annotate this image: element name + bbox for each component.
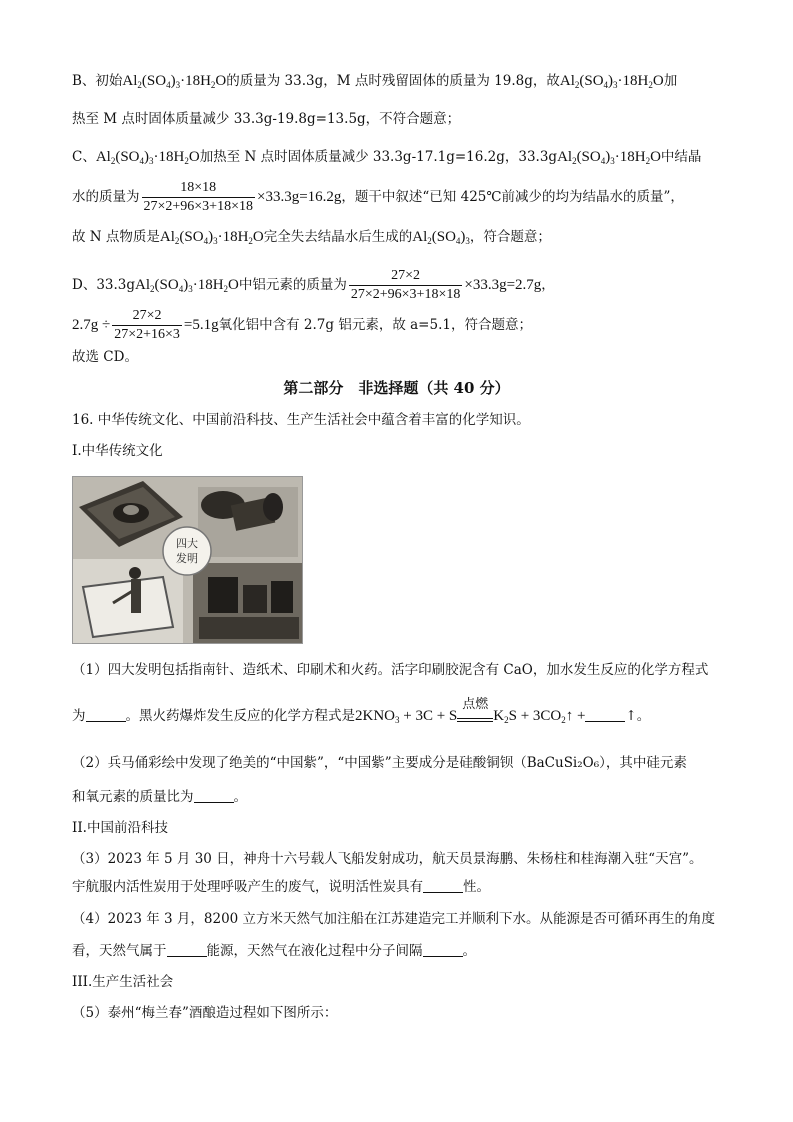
answer-blank[interactable] xyxy=(86,707,126,722)
part-3-title: III.生产生活社会 xyxy=(72,974,174,990)
photo-collage-illustration xyxy=(73,477,302,643)
hydrate-formula: $Al_2(SO_4)_3\cdot 18H_2O$ xyxy=(159,229,264,246)
reaction-arrow: 点燃 xyxy=(457,710,493,722)
option-b-line-1: B、初始$Al_2(SO_4)_3\cdot 18H_2O$的质量为 33.3g，M 点时残留固体的质量为 19.8g，故$Al_2(SO_4)_3\cdot 18H_2O$加 xyxy=(72,73,678,90)
answer-blank[interactable] xyxy=(194,788,234,803)
part-1-title: I.中华传统文化 xyxy=(72,443,163,459)
fraction: $\frac{18\times 18}{27\times 2+96\times 3+18\times 18}$ xyxy=(143,180,253,214)
q1-line-1: （1）四大发明包括指南针、造纸术、印刷术和火药。活字印刷胶泥含有 CaO，加水发生反应的化学方程式 xyxy=(72,662,709,678)
q3-line-1: （3）2023 年 5 月 30 日，神舟十六号载人飞船发射成功，航天员景海鹏、朱杨柱和桂海潮入驻“天宫”。 xyxy=(72,851,703,867)
part-2-title: II.中国前沿科技 xyxy=(72,820,168,836)
option-c-line-2: 水的质量为 $\frac{18\times 18}{27\times 2+96\times 3+18\times 18}$ ×33.3g=16.2g，题干中叙述“已知 425℃前减少的均为结晶水的质量”， xyxy=(72,180,684,214)
q4-line-2: 看，天然气属于 能源，天然气在液化过程中分子间隔 。 xyxy=(72,943,476,959)
answer-blank[interactable] xyxy=(585,707,625,722)
hydrate-formula: $Al_2(SO_4)_3\cdot 18H_2O$ xyxy=(135,277,239,294)
hydrate-formula: $Al_2(SO_4)_3\cdot 18H_2O$ xyxy=(559,73,664,90)
option-d-line-2: 2.7g ÷ $\frac{27\times 2}{27\times 2+16\times 3}$ =5.1g氧化铝中含有 2.7g 铝元素，故 a=5.1，符合题意； xyxy=(72,308,532,342)
four-inventions-photo xyxy=(72,476,303,644)
hydrate-formula: $Al_2(SO_4)_3\cdot 18H_2O$ xyxy=(95,149,200,166)
option-d-line-3: 故选 CD。 xyxy=(72,349,138,365)
answer-blank[interactable] xyxy=(423,878,463,893)
q4-line-1: （4）2023 年 3 月，8200 立方米天然气加注船在江苏建造完工并顺利下水。从能源是否可循环再生的角度 xyxy=(72,911,716,927)
answer-blank[interactable] xyxy=(423,942,463,957)
fraction: $\frac{27\times 2}{27\times 2+16\times 3}$ xyxy=(114,308,180,342)
gunpowder-equation: $2KNO_3 + 3C + S$ 点燃 $K_2S$ + $3CO_2↑$ + xyxy=(355,696,586,725)
papermaking-image xyxy=(73,559,183,643)
stone-object-image xyxy=(198,487,298,557)
anhydrous-formula: $Al_2(SO_4)_3$ xyxy=(412,229,470,246)
section-heading: 第二部分 非选择题（共 40 分） xyxy=(283,379,510,397)
hydrate-formula: $Al_2(SO_4)_3\cdot 18H_2O$ xyxy=(122,73,227,90)
option-b-line-2: 热至 M 点时固体质量减少 33.3g-19.8g=13.5g，不符合题意； xyxy=(72,111,461,127)
q1-line-2: 为 。黑火药爆炸发生反应的化学方程式是$2KNO_3 + 3C + S$ 点燃 $K_2S$ + $3CO_2↑$ + ↑。 xyxy=(72,696,651,725)
q5-line-1: （5）泰州“梅兰春”酒酿造过程如下图所示： xyxy=(72,1005,338,1021)
photo-label-line-2: 发明 xyxy=(176,552,198,565)
movable-type-image xyxy=(193,563,302,643)
q2-line-2: 和氧元素的质量比为 。 xyxy=(72,789,247,805)
q2-line-1: （2）兵马俑彩绘中发现了绝美的“中国紫”，“中国紫”主要成分是硅酸铜钡（BaCuSi₂O₆），其中硅元素 xyxy=(72,755,687,771)
fraction: $\frac{27\times 2}{27\times 2+96\times 3+18\times 18}$ xyxy=(350,268,461,302)
answer-blank[interactable] xyxy=(167,942,207,957)
q3-line-2: 宇航服内活性炭用于处理呼吸产生的废气，说明活性炭具有 性。 xyxy=(72,879,490,895)
option-c-line-1: C、$Al_2(SO_4)_3\cdot 18H_2O$加热至 N 点时固体质量减少 33.3g-17.1g=16.2g，$33.3gAl_2(SO_4)_3\cdot 18H_2O$中结晶 xyxy=(72,149,702,166)
photo-label-line-1: 四大 xyxy=(176,537,198,550)
hydrate-formula: $Al_2(SO_4)_3\cdot 18H_2O$ xyxy=(557,149,661,166)
option-d-line-1: D、$33.3gAl_2(SO_4)_3\cdot 18H_2O$中铝元素的质量为 $\frac{27\times 2}{27\times 2+96\times 3+18\times 18}$ ×33.3g=2.7g， xyxy=(72,268,555,302)
option-c-line-3: 故 N 点物质是$Al_2(SO_4)_3\cdot 18H_2O$完全失去结晶水后生成的$Al_2(SO_4)_3$，符合题意； xyxy=(72,229,551,246)
q16-intro: 16. 中华传统文化、中国前沿科技、生产生活社会中蕴含着丰富的化学知识。 xyxy=(72,412,530,428)
